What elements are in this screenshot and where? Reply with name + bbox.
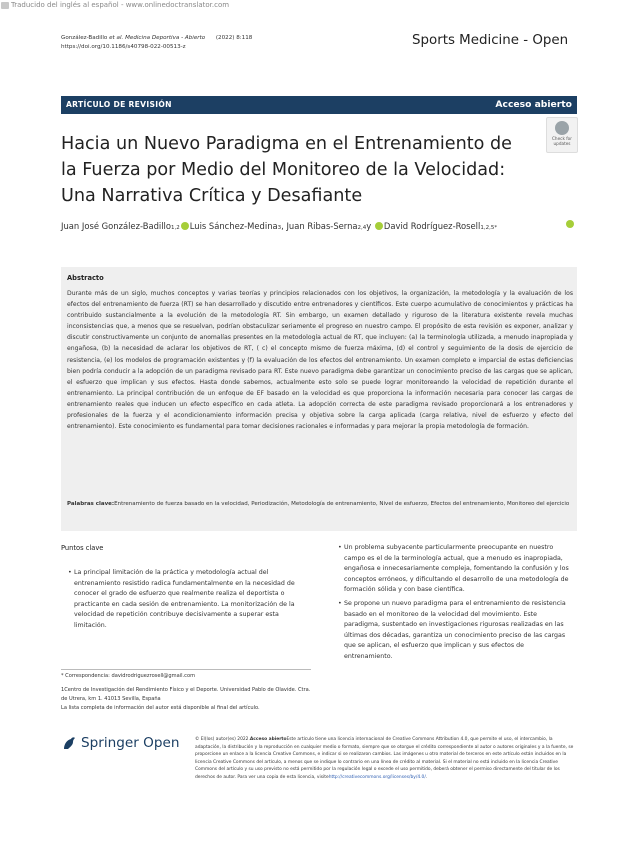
author-affil: 1,2,5* <box>480 225 498 231</box>
author-name[interactable]: Luis Sánchez-Medina <box>189 221 278 231</box>
keywords-label: Palabras clave: <box>67 501 115 507</box>
citation-etal: et al. <box>107 35 126 41</box>
keywords <box>67 498 573 510</box>
publisher-name: Springer Open <box>81 735 180 751</box>
affiliation: 1Centro de Investigación del Rendimiento Físico y el Deporte. Universidad Pablo de Olavide. Ctra. de Utrera, km 1. 41013 Sevilla, España <box>61 687 311 702</box>
author-list <box>61 221 497 231</box>
copyright: © El(los) autor(es) 2022. <box>195 737 250 742</box>
check-badge-line1: Check for <box>552 136 572 141</box>
author-name[interactable]: David Rodríguez-Rosell <box>383 221 481 231</box>
title-line: Hacia un Nuevo Paradigma en el Entrenamiento de <box>61 134 512 154</box>
translator-banner[interactable] <box>0 0 229 10</box>
check-updates-icon <box>555 121 569 135</box>
keywords-text: Entrenamiento de fuerza basado en la velocidad, Periodización, Metodología de entrenamiento, Nivel de esfuerzo, Efectos del entrenamiento, Monitoreo del ejercicio <box>114 501 570 507</box>
key-point-text: Un problema subyacente particularmente preocupante en nuestro campo es el de la terminología actual, que a menudo es inapropiada, engañosa e innecesariamente compleja, fomentando la confusión y los conceptos erróneos, y dificultando el desarrollo de una metodología de formación sólida y con base científica. <box>344 544 569 594</box>
license-text <box>195 736 575 782</box>
check-badge-line2: updates <box>553 141 571 146</box>
translator-text: Traducido del inglés al español - www.onlinedoctranslator.com <box>11 1 230 9</box>
check-for-updates-badge[interactable] <box>546 117 578 153</box>
translator-icon <box>1 2 9 9</box>
key-point <box>336 599 574 663</box>
journal-name: Sports Medicine - Open <box>412 33 569 48</box>
springer-horse-icon <box>61 735 77 751</box>
license-body: Este artículo tiene una licencia internacional de Creative Commons Attribution 4.0, que permite el uso, el intercambio, la adaptación, la distribución y la reproducción en cualquier medio o formato, siempre que se otorgue el crédito correspondiente al autor o autores originales y a la fuente, se proporcione un enlace a la licencia Creative Commons, e indicar si se realizaron cambios. Las imágenes u otro material de terceros en este artículo están incluidos en la licencia Creative Commons del artículo, a menos que se indique lo contrario en una línea de crédito al material. Si el material no está incluido en la licencia Creative Commons del artículo y su uso previsto no está permitido por la regulación legal o excede el uso permitido, deberá obtener el permiso directamente del titular de los derechos de autor. Para ver una copia de esta licencia, visite <box>195 737 574 780</box>
bullet-icon: • <box>338 599 342 607</box>
article-title <box>61 131 521 209</box>
bullet-icon: • <box>68 569 72 576</box>
orcid-icon[interactable] <box>566 220 574 228</box>
footnotes <box>61 672 311 713</box>
license-end: . <box>425 774 428 780</box>
author-name[interactable]: Juan José González-Badillo <box>61 221 171 231</box>
correspondence-email[interactable]: * Correspondencia: davidrodriguezrosell@gmail.com <box>61 673 196 679</box>
key-points-right <box>336 543 574 666</box>
key-point <box>336 543 574 596</box>
article-type-label: ARTÍCULO DE REVISIÓN <box>66 100 172 109</box>
open-access-label: Acceso abierto <box>495 99 572 110</box>
orcid-icon[interactable] <box>181 222 189 230</box>
author-affil: 2,4 <box>357 225 367 231</box>
author-conjunction: y <box>366 221 374 231</box>
key-points-left <box>66 568 304 632</box>
open-access-lead: Acceso abierto <box>249 737 287 742</box>
key-point <box>66 568 304 632</box>
orcid-icon[interactable] <box>375 222 383 230</box>
license-link[interactable]: http://creativecommons.org/licenses/by/4.0/ <box>328 774 426 780</box>
doi-link[interactable]: https://doi.org/10.1186/s40798-022-00513-z <box>61 44 186 50</box>
citation-line <box>61 34 252 43</box>
author-affil: 3 <box>277 225 282 231</box>
citation-authors: González-Badillo <box>61 35 108 41</box>
citation-year: (2022) 8:118 <box>215 35 253 41</box>
title-line: Una Narrativa Crítica y Desafiante <box>61 186 363 206</box>
bullet-icon: • <box>338 544 342 551</box>
publisher-logo[interactable] <box>61 735 179 751</box>
author-name[interactable]: , Juan Ribas-Serna <box>281 221 358 231</box>
abstract-body: Durante más de un siglo, muchos conceptos y varias teorías y principios relacionados con los objetivos, la organización, la metodología y la evaluación de los efectos del entrenamiento de fuerza (RT) se han desarrollado y discutido entre entrenadores y científicos. Este cuerpo acumulativo de conocimientos y prácticas ha contribuido sustancialmente a la evolución de la metodología RT. Sin embargo, un examen detallado y riguroso de la literatura existente revela muchas inconsistencias que, a menos que se resuelvan, podrían obstaculizar seriamente el progreso en nuestro campo. El propósito de esta revisión es exponer, analizar y discutir constructivamente un conjunto de anomalías presentes en la metodología actual de RT, que incluyen: (a) la terminología utilizada, a menudo inapropiada y engañosa, (b) la necesidad de aclarar los objetivos de RT, ( c) el concepto mismo de fuerza máxima, (d) el control y seguimiento de la dosis de ejercicio de resistencia, (e) los modelos de programación existentes y (f) la evaluación de los efectos del entrenamiento. Un examen completo e imparcial de estas deficiencias bien podría conducir a la adopción de un paradigma revisado para RT. Este nuevo paradigma debe garantizar un conocimiento preciso de las cargas que se aplican, el esfuerzo que implican y sus efectos. Hasta donde sabemos, actualmente esto solo se puede lograr monitoreando la velocidad de repetición durante el entrenamiento. La principal contribución de un enfoque de EF basado en la velocidad es que proporciona la información necesaria para conocer las cargas de entrenamiento reales que inducen un efecto específico en cada atleta. La adopción correcta de este paradigma revisado proporcionará a los entrenadores y profesionales de la fuerza y el acondicionamiento información precisa y objetiva sobre la carga aplicada (carga relativa, nivel de esfuerzo y efecto del entrenamiento). Este conocimiento es fundamental para tomar decisiones racionales e informadas y para mejorar la propia metodología de formación. <box>67 290 573 431</box>
key-points-heading: Puntos clave <box>61 544 104 552</box>
citation-block <box>61 34 252 52</box>
footnote-divider <box>61 669 311 670</box>
author-affil: 1,2 <box>171 225 180 231</box>
author-info-note: La lista completa de información del autor está disponible al final del artículo. <box>61 705 260 711</box>
abstract-heading: Abstracto <box>67 274 104 282</box>
title-line: la Fuerza por Medio del Monitoreo de la Velocidad: <box>61 160 506 180</box>
key-point-text: Se propone un nuevo paradigma para el entrenamiento de resistencia basado en el monitoreo de la velocidad del movimiento. Este paradigma, sustentado en investigaciones rigurosas realizadas en las últimas dos décadas, garantiza un conocimiento preciso de las cargas que se aplican, el esfuerzo que implican y sus efectos de entrenamiento. <box>344 599 566 660</box>
citation-journal: Medicina Deportiva - Abierto <box>125 35 206 41</box>
key-point-text: La principal limitación de la práctica y metodología actual del entrenamiento resistido radica fundamentalmente en la necesidad de conocer el grado de esfuerzo que realmente realiza el deportista o practicante en cada sesión de entrenamiento. La monitorización de la velocidad de repetición contribuye decisivamente a superar esta limitación. <box>74 569 295 629</box>
